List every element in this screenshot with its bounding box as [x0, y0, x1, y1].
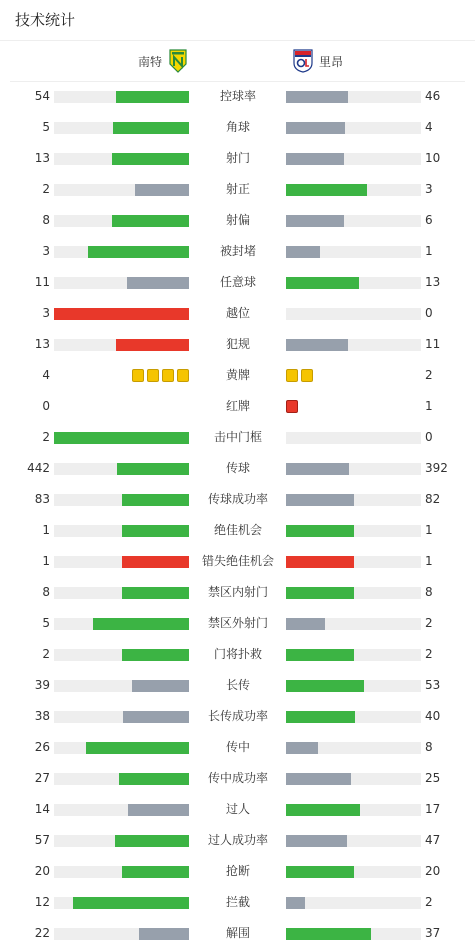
- stat-row: [0, 391, 475, 422]
- home-value: 2: [42, 182, 50, 196]
- away-bar-fill: [286, 184, 367, 196]
- away-value: 1: [425, 399, 433, 413]
- home-bar-track: [54, 215, 189, 227]
- stat-row: [0, 918, 475, 949]
- stat-label: 传球成功率: [207, 492, 268, 506]
- away-bar-fill: [286, 897, 305, 909]
- away-bar-fill: [286, 928, 371, 940]
- stat-row: [0, 267, 475, 298]
- home-value: 13: [34, 337, 50, 351]
- home-bar-track: [54, 556, 189, 568]
- stat-row: [0, 174, 475, 205]
- home-bar-track: [54, 494, 189, 506]
- page-title: 技术统计: [15, 11, 76, 29]
- home-bar-track: [54, 122, 189, 134]
- stat-row: [0, 856, 475, 887]
- away-value: 82: [425, 492, 441, 506]
- away-value: 2: [425, 616, 433, 630]
- stat-row: [0, 701, 475, 732]
- stat-row: [0, 329, 475, 360]
- away-bar-track: [286, 308, 421, 320]
- away-bar-track: [286, 246, 421, 258]
- away-value: 25: [425, 771, 441, 785]
- away-bar-track: [286, 339, 421, 351]
- away-value: 11: [425, 337, 441, 351]
- home-value: 27: [34, 771, 50, 785]
- home-bar-fill: [128, 804, 189, 816]
- home-bar-track: [54, 711, 189, 723]
- away-bar-fill: [286, 339, 348, 351]
- yellow-card-icon: [286, 369, 298, 382]
- home-bar-fill: [73, 897, 189, 909]
- home-bar-fill: [139, 928, 189, 940]
- away-bar-fill: [286, 680, 364, 692]
- away-bar-fill: [286, 804, 360, 816]
- red-card-icon: [286, 400, 298, 413]
- away-bar-track: [286, 897, 421, 909]
- stat-label: 传中成功率: [207, 771, 268, 785]
- stat-row: [0, 763, 475, 794]
- home-bar-track: [54, 773, 189, 785]
- away-value: 0: [425, 306, 433, 320]
- home-bar-fill: [132, 680, 189, 692]
- away-bar-track: [286, 525, 421, 537]
- home-value: 8: [42, 585, 50, 599]
- stat-row: [0, 546, 475, 577]
- away-bar-fill: [286, 587, 354, 599]
- home-bar-track: [54, 432, 189, 444]
- home-value: 11: [34, 275, 50, 289]
- away-value: 47: [425, 833, 441, 847]
- home-bar-fill: [115, 835, 189, 847]
- away-value: 6: [425, 213, 433, 227]
- stat-row: [0, 484, 475, 515]
- home-value: 39: [34, 678, 50, 692]
- away-bar-track: [286, 587, 421, 599]
- stat-row: [0, 577, 475, 608]
- stat-row: [0, 608, 475, 639]
- home-value: 5: [42, 120, 50, 134]
- away-bar-track: [286, 928, 421, 940]
- home-value: 4: [42, 368, 50, 382]
- away-value: 17: [425, 802, 441, 816]
- stat-label: 错失绝佳机会: [201, 554, 274, 568]
- home-bar-track: [54, 277, 189, 289]
- away-bar-fill: [286, 773, 351, 785]
- home-value: 22: [34, 926, 50, 940]
- home-bar-track: [54, 804, 189, 816]
- away-bar-track: [286, 804, 421, 816]
- away-value: 3: [425, 182, 433, 196]
- home-bar-track: [54, 897, 189, 909]
- away-value: 20: [425, 864, 441, 878]
- stat-label: 角球: [225, 120, 250, 134]
- away-bar-track: [286, 866, 421, 878]
- away-bar-track: [286, 215, 421, 227]
- stat-label: 射正: [225, 182, 250, 196]
- away-bar-fill: [286, 742, 318, 754]
- away-value: 2: [425, 647, 433, 661]
- away-bar-fill: [286, 122, 345, 134]
- stat-label: 红牌: [225, 399, 250, 413]
- away-bar-track: [286, 277, 421, 289]
- away-cards: [286, 369, 313, 382]
- home-bar-fill: [112, 153, 189, 165]
- stat-label: 绝佳机会: [213, 523, 262, 537]
- away-bar-fill: [286, 525, 354, 537]
- home-bar-track: [54, 525, 189, 537]
- home-bar-track: [54, 91, 189, 103]
- home-value: 2: [42, 647, 50, 661]
- away-bar-fill: [286, 556, 354, 568]
- home-value: 1: [42, 523, 50, 537]
- away-value: 46: [425, 89, 441, 103]
- home-bar-track: [54, 246, 189, 258]
- away-value: 2: [425, 368, 433, 382]
- away-bar-fill: [286, 277, 359, 289]
- home-value: 2: [42, 430, 50, 444]
- yellow-card-icon: [162, 369, 174, 382]
- away-bar-track: [286, 91, 421, 103]
- away-bar-fill: [286, 494, 354, 506]
- stat-label: 门将扑救: [213, 647, 262, 661]
- stat-row: [0, 81, 475, 112]
- stat-row: [0, 143, 475, 174]
- home-bar-fill: [122, 494, 190, 506]
- away-bar-track: [286, 711, 421, 723]
- stat-label: 控球率: [219, 89, 256, 103]
- away-value: 40: [425, 709, 441, 723]
- home-value: 57: [34, 833, 50, 847]
- away-value: 8: [425, 585, 433, 599]
- away-bar-track: [286, 773, 421, 785]
- away-bar-track: [286, 618, 421, 630]
- stat-label: 禁区内射门: [207, 585, 268, 599]
- home-bar-fill: [93, 618, 189, 630]
- home-bar-fill: [122, 525, 190, 537]
- home-value: 38: [34, 709, 50, 723]
- stat-row: [0, 732, 475, 763]
- stat-label: 越位: [225, 306, 250, 320]
- away-bar-track: [286, 494, 421, 506]
- home-value: 0: [42, 399, 50, 413]
- stat-row: [0, 298, 475, 329]
- away-team-name: 里昂: [319, 54, 344, 69]
- stat-row: [0, 887, 475, 918]
- home-value: 3: [42, 306, 50, 320]
- stat-row: [0, 639, 475, 670]
- away-bar-fill: [286, 215, 344, 227]
- home-bar-fill: [117, 463, 189, 475]
- away-value: 1: [425, 523, 433, 537]
- home-bar-fill: [119, 773, 189, 785]
- stat-label: 射门: [225, 151, 250, 165]
- home-bar-fill: [86, 742, 189, 754]
- away-value: 0: [425, 430, 433, 444]
- away-team[interactable]: [293, 44, 343, 78]
- home-value: 5: [42, 616, 50, 630]
- away-value: 1: [425, 244, 433, 258]
- home-value: 26: [34, 740, 50, 754]
- away-bar-fill: [286, 649, 354, 661]
- stats-list: [0, 81, 475, 949]
- home-value: 83: [34, 492, 50, 506]
- away-bar-fill: [286, 463, 349, 475]
- stat-label: 过人成功率: [207, 833, 268, 847]
- away-value: 4: [425, 120, 433, 134]
- home-bar-track: [54, 184, 189, 196]
- home-bar-fill: [116, 91, 189, 103]
- stat-label: 过人: [225, 802, 250, 816]
- stat-label: 传中: [225, 740, 250, 754]
- away-bar-fill: [286, 246, 320, 258]
- home-bar-fill: [135, 184, 189, 196]
- home-bar-fill: [122, 866, 190, 878]
- home-bar-track: [54, 835, 189, 847]
- home-bar-fill: [112, 215, 189, 227]
- home-bar-fill: [113, 122, 189, 134]
- away-bar-track: [286, 122, 421, 134]
- nantes-logo-icon: [168, 49, 188, 73]
- home-value: 3: [42, 244, 50, 258]
- stat-row: [0, 112, 475, 143]
- stat-row: [0, 360, 475, 391]
- home-bar-track: [54, 308, 189, 320]
- teams-header: [0, 44, 475, 78]
- stat-row: [0, 453, 475, 484]
- home-value: 442: [27, 461, 50, 475]
- home-bar-track: [54, 587, 189, 599]
- home-bar-fill: [116, 339, 189, 351]
- away-value: 10: [425, 151, 441, 165]
- away-bar-fill: [286, 711, 355, 723]
- home-value: 54: [34, 89, 50, 103]
- stat-label: 解围: [225, 926, 250, 940]
- home-bar-track: [54, 153, 189, 165]
- away-value: 2: [425, 895, 433, 909]
- away-bar-track: [286, 556, 421, 568]
- home-value: 12: [34, 895, 50, 909]
- stat-label: 拦截: [225, 895, 250, 909]
- away-value: 13: [425, 275, 441, 289]
- away-value: 37: [425, 926, 441, 940]
- home-bar-fill: [122, 556, 190, 568]
- stat-row: [0, 205, 475, 236]
- home-value: 14: [34, 802, 50, 816]
- home-bar-track: [54, 928, 189, 940]
- home-cards: [132, 369, 189, 382]
- away-bar-track: [286, 153, 421, 165]
- stat-row: [0, 422, 475, 453]
- home-value: 8: [42, 213, 50, 227]
- away-bar-track: [286, 742, 421, 754]
- home-bar-fill: [122, 587, 190, 599]
- home-bar-track: [54, 649, 189, 661]
- away-bar-track: [286, 835, 421, 847]
- stat-row: [0, 670, 475, 701]
- stat-label: 长传成功率: [207, 709, 268, 723]
- home-bar-fill: [122, 649, 190, 661]
- away-value: 8: [425, 740, 433, 754]
- away-value: 392: [425, 461, 448, 475]
- home-bar-track: [54, 339, 189, 351]
- away-bar-fill: [286, 153, 344, 165]
- stat-label: 击中门框: [213, 430, 262, 444]
- home-team[interactable]: [138, 44, 188, 78]
- title-divider: [0, 40, 475, 41]
- yellow-card-icon: [132, 369, 144, 382]
- away-cards: [286, 400, 298, 413]
- home-bar-fill: [54, 308, 189, 320]
- home-bar-track: [54, 680, 189, 692]
- stat-label: 任意球: [219, 275, 256, 289]
- stat-label: 传球: [225, 461, 250, 475]
- home-bar-track: [54, 742, 189, 754]
- home-bar-track: [54, 618, 189, 630]
- home-bar-track: [54, 866, 189, 878]
- home-bar-fill: [123, 711, 189, 723]
- stat-label: 抢断: [225, 864, 250, 878]
- yellow-card-icon: [147, 369, 159, 382]
- away-bar-track: [286, 463, 421, 475]
- away-bar-fill: [286, 91, 348, 103]
- stat-row: [0, 794, 475, 825]
- stat-label: 长传: [225, 678, 250, 692]
- away-bar-fill: [286, 835, 347, 847]
- away-value: 1: [425, 554, 433, 568]
- home-team-name: 南特: [137, 54, 162, 69]
- stat-label: 被封堵: [219, 244, 256, 258]
- home-bar-track: [54, 463, 189, 475]
- home-bar-fill: [127, 277, 189, 289]
- stat-label: 禁区外射门: [207, 616, 268, 630]
- stat-label: 射偏: [225, 213, 250, 227]
- stat-label: 黄牌: [225, 368, 250, 382]
- away-bar-fill: [286, 866, 354, 878]
- home-value: 1: [42, 554, 50, 568]
- stat-row: [0, 825, 475, 856]
- lyon-logo-icon: [293, 49, 313, 73]
- yellow-card-icon: [177, 369, 189, 382]
- home-value: 20: [34, 864, 50, 878]
- away-bar-track: [286, 649, 421, 661]
- stat-row: [0, 515, 475, 546]
- away-bar-track: [286, 184, 421, 196]
- home-bar-fill: [88, 246, 189, 258]
- home-bar-fill: [54, 432, 189, 444]
- away-bar-track: [286, 432, 421, 444]
- away-bar-fill: [286, 618, 325, 630]
- stat-row: [0, 236, 475, 267]
- stat-label: 犯规: [225, 337, 250, 351]
- yellow-card-icon: [301, 369, 313, 382]
- home-value: 13: [34, 151, 50, 165]
- away-bar-track: [286, 680, 421, 692]
- away-value: 53: [425, 678, 441, 692]
